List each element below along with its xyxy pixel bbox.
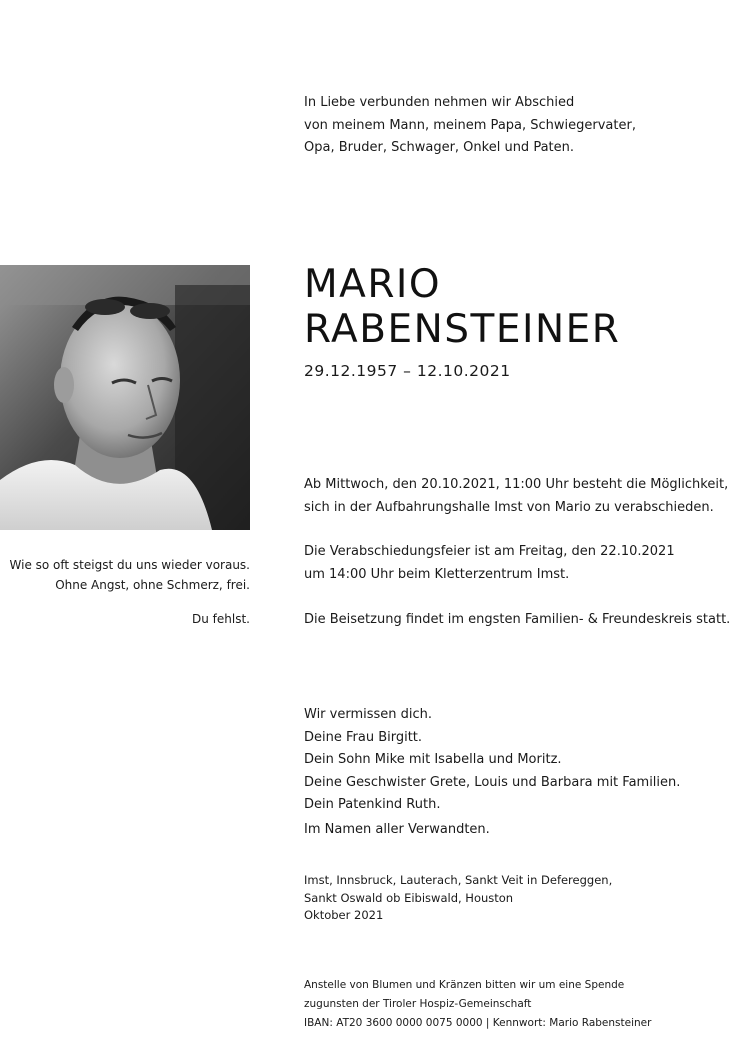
paragraph-line: sich in der Aufbahrungshalle Imst von Mario zu verabschieden. — [304, 499, 714, 515]
quote-closing: Du fehlst. — [192, 612, 250, 626]
family-line: Deine Geschwister Grete, Louis und Barbara mit Familien. — [304, 774, 681, 790]
paragraph-line: Ab Mittwoch, den 20.10.2021, 11:00 Uhr besteht die Möglichkeit, — [304, 477, 729, 492]
intro-line: In Liebe verbunden nehmen wir Abschied — [304, 95, 575, 110]
places-and-date — [304, 872, 612, 925]
burial-paragraph — [304, 609, 730, 632]
places-line: Oktober 2021 — [304, 908, 384, 922]
intro-line: von meinem Mann, meinem Papa, Schwiegervater, — [304, 117, 636, 133]
paragraph-line: um 14:00 Uhr beim Kletterzentrum Imst. — [304, 566, 570, 582]
family-line: Wir vermissen dich. — [304, 707, 433, 722]
quote-line: Wie so oft steigst du uns wieder voraus. — [9, 558, 250, 572]
donation-line: Anstelle von Blumen und Kränzen bitten wir um eine Spende — [304, 979, 625, 991]
intro-text — [304, 92, 636, 160]
life-dates: 29.12.1957 – 12.10.2021 — [304, 362, 511, 380]
quote-line: Ohne Angst, ohne Schmerz, frei. — [55, 577, 250, 592]
places-line: Sankt Oswald ob Eibiswald, Houston — [304, 890, 514, 905]
places-line: Imst, Innsbruck, Lauterach, Sankt Veit in Defereggen, — [304, 873, 613, 887]
deceased-name — [304, 262, 620, 352]
paragraph-line: Die Beisetzung findet im engsten Familien- & Freundeskreis statt. — [304, 612, 731, 627]
family-line: Im Namen aller Verwandten. — [304, 821, 490, 837]
donation-line: IBAN: AT20 3600 0000 0075 0000 | Kennwort: Mario Rabensteiner — [304, 1017, 652, 1029]
donation-note — [304, 976, 651, 1033]
portrait-photo — [0, 265, 250, 530]
family-line: Dein Patenkind Ruth. — [304, 797, 441, 812]
first-name: MARIO — [304, 262, 442, 307]
last-name: RABENSTEINER — [304, 307, 621, 352]
farewell-paragraph — [304, 541, 675, 586]
viewing-paragraph — [304, 474, 728, 519]
paragraph-line: Die Verabschiedungsfeier ist am Freitag, den 22.10.2021 — [304, 544, 675, 559]
family-line: Dein Sohn Mike mit Isabella und Moritz. — [304, 752, 562, 767]
donation-line: zugunsten der Tiroler Hospiz-Gemeinschaft — [304, 998, 532, 1010]
intro-line: Opa, Bruder, Schwager, Onkel und Paten. — [304, 140, 575, 155]
family-signatures — [304, 704, 680, 841]
memorial-quote — [10, 556, 250, 595]
family-line: Deine Frau Birgitt. — [304, 729, 423, 745]
